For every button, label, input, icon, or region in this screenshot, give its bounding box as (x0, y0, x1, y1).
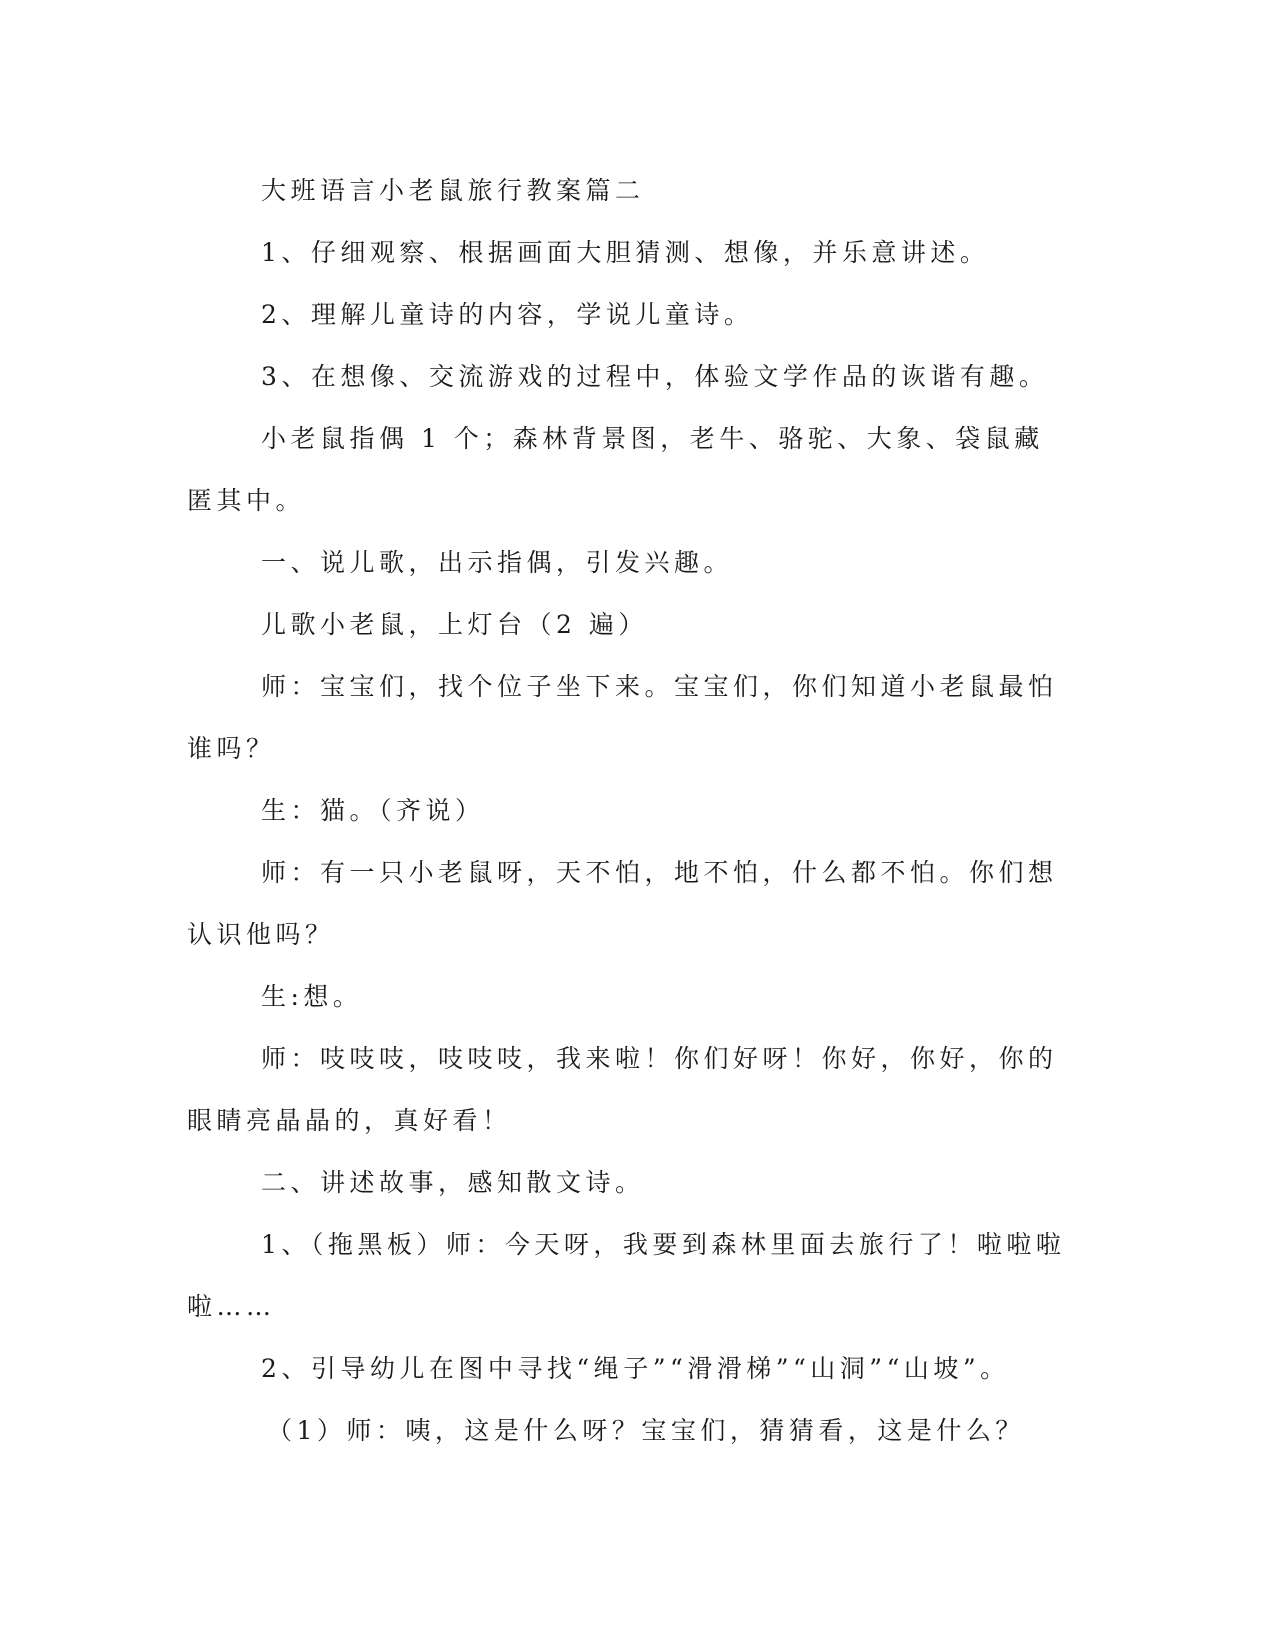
body-paragraph: 师：吱吱吱，吱吱吱，我来啦！你们好呀！你好，你好，你的眼睛亮晶晶的，真好看！ (187, 1044, 1058, 1135)
body-paragraph: 2、引导幼儿在图中寻找“绳子”“滑滑梯”“山洞”“山坡”。 (261, 1354, 1010, 1383)
document-title: 大班语言小老鼠旅行教案篇二 (261, 176, 645, 205)
body-paragraph: （1）师：咦，这是什么呀？宝宝们，猜猜看，这是什么？ (267, 1416, 1025, 1445)
section-heading-2: 二、讲述故事，感知散文诗。 (261, 1168, 645, 1197)
body-paragraph: 1、（拖黑板）师：今天呀，我要到森林里面去旅行了！啦啦啦啦…… (187, 1230, 1066, 1321)
body-paragraph: 生：猫。（齐说） (261, 796, 485, 825)
section-heading-1: 一、说儿歌，出示指偶，引发兴趣。 (261, 548, 734, 577)
body-paragraph: 师：宝宝们，找个位子坐下来。宝宝们，你们知道小老鼠最怕谁吗？ (187, 672, 1058, 763)
body-paragraph: 生:想。 (261, 982, 363, 1011)
body-paragraph: 师：有一只小老鼠呀，天不怕，地不怕，什么都不怕。你们想认识他吗？ (187, 858, 1058, 949)
document-body (187, 160, 1067, 1462)
materials-paragraph: 小老鼠指偶 1 个；森林背景图，老牛、骆驼、大象、袋鼠藏匿其中。 (187, 424, 1044, 515)
goal-2: 2、理解儿童诗的内容，学说儿童诗。 (261, 300, 754, 329)
goal-1: 1、仔细观察、根据画面大胆猜测、想像，并乐意讲述。 (261, 238, 990, 267)
body-paragraph: 儿歌小老鼠，上灯台（2 遍） (261, 610, 648, 639)
goal-3: 3、在想像、交流游戏的过程中，体验文学作品的诙谐有趣。 (261, 362, 1049, 391)
